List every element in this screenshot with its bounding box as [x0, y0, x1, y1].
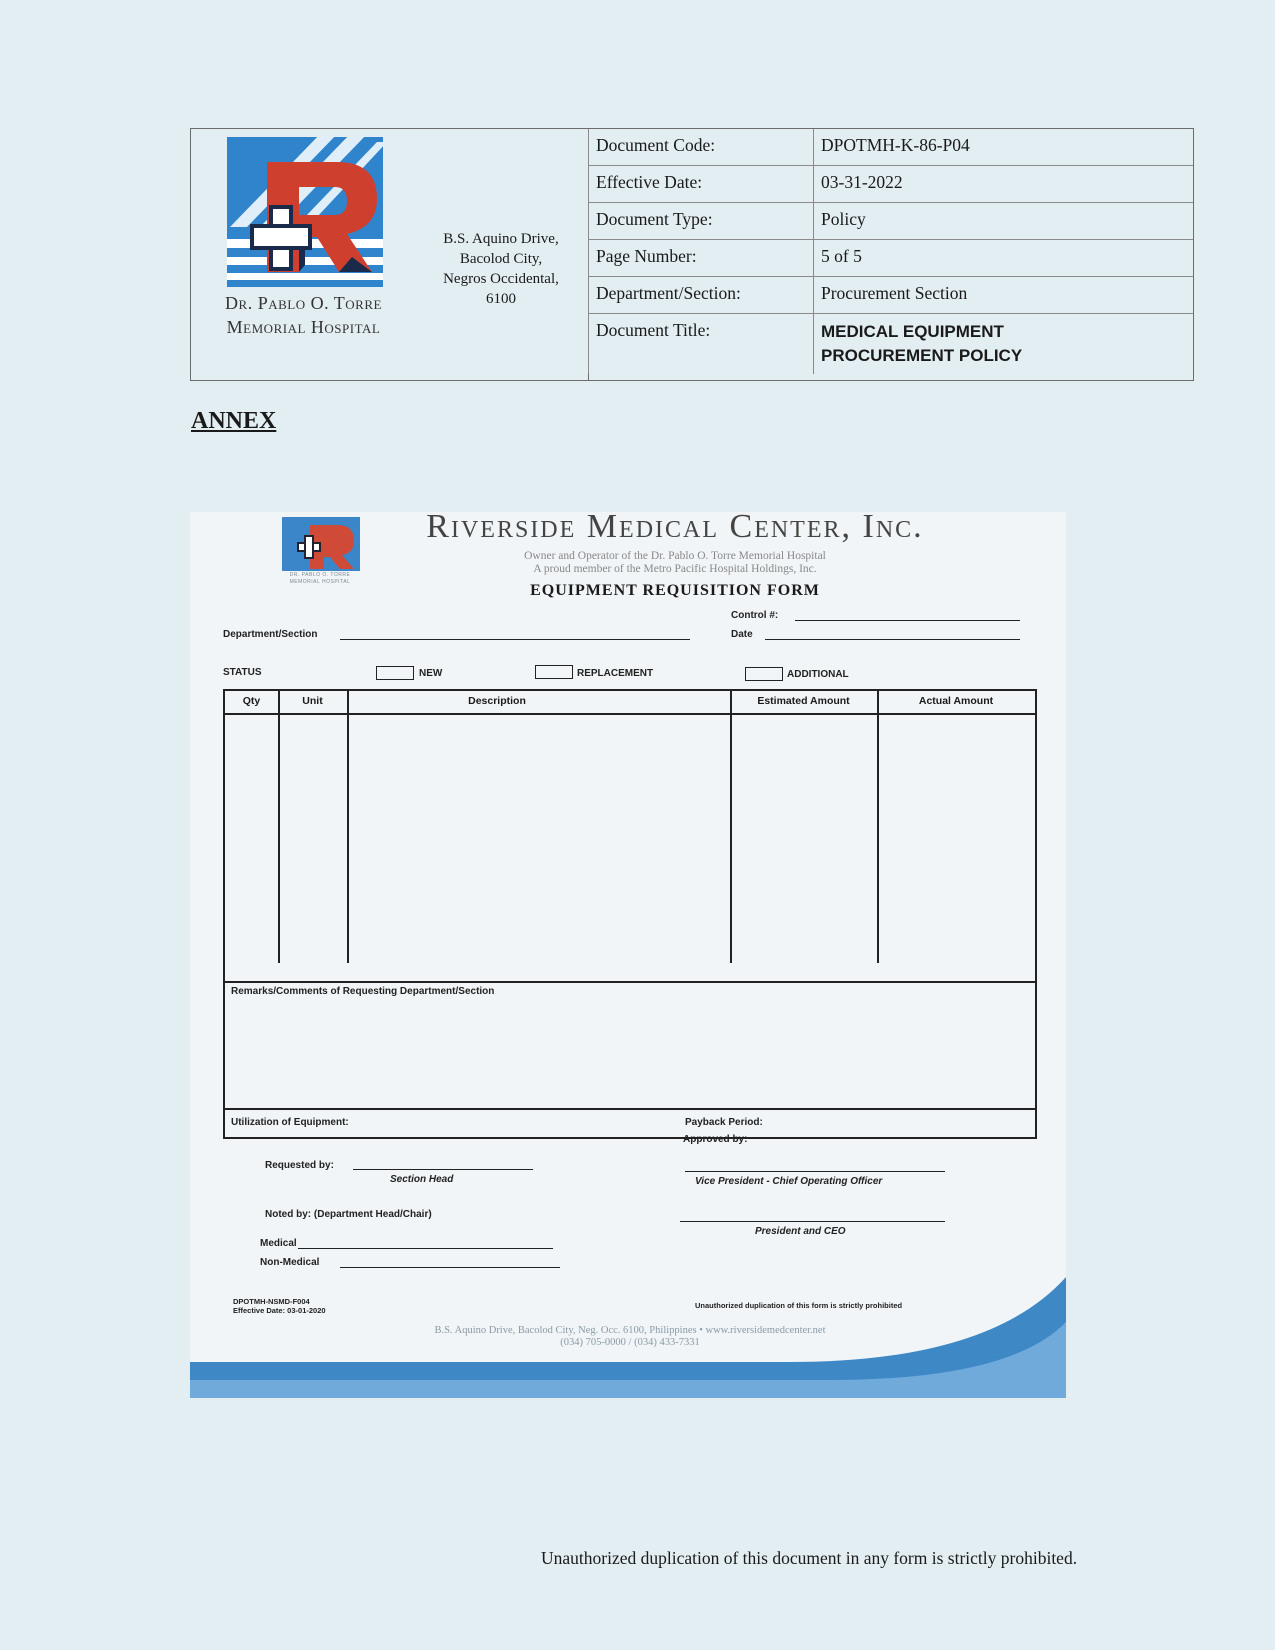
utilization-label: Utilization of Equipment: — [231, 1117, 349, 1128]
medical-label: Medical — [260, 1238, 297, 1249]
hospital-name-line2: Memorial Hospital — [226, 317, 381, 337]
document-meta-table — [588, 129, 1193, 374]
meta-value: DPOTMH-K-86-P04 — [814, 129, 1194, 166]
section-head-caption: Section Head — [390, 1174, 454, 1185]
company-subtitle-line1: Owner and Operator of the Dr. Pablo O. Torre Memorial Hospital — [524, 550, 826, 562]
non-medical-line — [340, 1267, 560, 1268]
department-label: Department/Section — [223, 629, 318, 640]
date-label: Date — [731, 629, 753, 640]
vp-caption: Vice President - Chief Operating Officer — [695, 1176, 883, 1187]
column-header-unit: Unit — [302, 695, 323, 707]
hospital-identity — [191, 129, 589, 380]
hospital-address — [421, 229, 581, 309]
status-additional-checkbox — [745, 667, 783, 681]
company-subtitle-line2: A proud member of the Metro Pacific Hospital Holdings, Inc. — [533, 563, 817, 575]
approved-by-label: Approved by: — [683, 1134, 748, 1145]
document-header — [190, 128, 1194, 381]
non-medical-label: Non-Medical — [260, 1257, 320, 1268]
meta-label: Page Number: — [589, 240, 814, 277]
column-divider — [730, 691, 732, 963]
document-title-line2: PROCUREMENT POLICY — [821, 346, 1023, 365]
vp-signature-line — [685, 1171, 945, 1172]
section-heading: ANNEX — [191, 408, 277, 434]
meta-label: Department/Section: — [589, 277, 814, 314]
company-name: Riverside Medical Center, Inc. — [426, 512, 924, 545]
document-title-line1: MEDICAL EQUIPMENT — [821, 322, 1004, 341]
medical-line — [298, 1248, 553, 1249]
address-line: 6100 — [486, 291, 516, 307]
president-signature-line — [680, 1221, 945, 1222]
meta-value: 03-31-2022 — [814, 166, 1194, 203]
status-label: STATUS — [223, 667, 262, 678]
form-footer-address: B.S. Aquino Drive, Bacolod City, Neg. Occ. 6100, Philippines • www.riversidemedcenter.net — [434, 1325, 826, 1336]
status-new-label: NEW — [419, 668, 443, 679]
column-divider — [347, 691, 349, 963]
department-line — [340, 639, 690, 640]
meta-row — [589, 240, 1194, 277]
meta-label: Document Type: — [589, 203, 814, 240]
meta-label: Document Code: — [589, 129, 814, 166]
column-divider — [877, 691, 879, 963]
status-replacement-checkbox — [535, 665, 573, 679]
noted-by-label: Noted by: (Department Head/Chair) — [265, 1209, 432, 1220]
form-logo-caption-line2: MEMORIAL HOSPITAL — [289, 579, 351, 585]
items-table — [223, 689, 1037, 1139]
utilization-divider — [223, 1108, 1037, 1110]
form-footer-wave — [190, 1272, 1066, 1398]
address-line: B.S. Aquino Drive, — [443, 231, 559, 247]
column-header-actual-amount: Actual Amount — [918, 695, 994, 707]
status-additional-label: ADDITIONAL — [787, 669, 849, 680]
meta-value: 5 of 5 — [814, 240, 1194, 277]
date-line — [765, 639, 1020, 640]
meta-row — [589, 129, 1194, 166]
form-logo-caption-line1: DR. PABLO O. TORRE — [289, 572, 351, 578]
hospital-name-line1: Dr. Pablo O. Torre — [225, 293, 382, 313]
column-header-estimated-amount: Estimated Amount — [757, 695, 850, 707]
meta-row — [589, 166, 1194, 203]
column-header-qty: Qty — [242, 695, 261, 707]
column-header-description: Description — [468, 695, 526, 707]
meta-label: Effective Date: — [589, 166, 814, 203]
hospital-logo — [227, 137, 383, 287]
form-effective-date: Effective Date: 03-01-2020 — [233, 1306, 326, 1315]
control-number-label: Control #: — [731, 610, 779, 621]
requisition-form-image — [190, 512, 1066, 1398]
footer-note: Unauthorized duplication of this document in any form is strictly prohibited. — [541, 1548, 1078, 1568]
form-title: EQUIPMENT REQUISITION FORM — [530, 582, 820, 599]
column-divider — [278, 691, 280, 963]
document-title — [814, 314, 1194, 375]
form-code: DPOTMH-NSMD-F004 — [233, 1297, 310, 1306]
meta-row — [589, 314, 1194, 375]
requested-by-line — [353, 1169, 533, 1170]
form-unauthorized-note: Unauthorized duplication of this form is strictly prohibited — [695, 1301, 903, 1310]
remarks-label: Remarks/Comments of Requesting Department/Section — [231, 986, 495, 997]
address-line: Bacolod City, — [459, 251, 543, 267]
payback-label: Payback Period: — [685, 1117, 763, 1128]
meta-row — [589, 203, 1194, 240]
requested-by-label: Requested by: — [265, 1160, 334, 1171]
status-new-checkbox — [376, 666, 414, 680]
meta-label: Document Title: — [589, 314, 814, 375]
form-footer-phone: (034) 705-0000 / (034) 433-7331 — [560, 1337, 700, 1348]
address-line: Negros Occidental, — [443, 271, 559, 287]
status-replacement-label: REPLACEMENT — [577, 668, 654, 679]
meta-value: Procurement Section — [814, 277, 1194, 314]
president-caption: President and CEO — [755, 1226, 846, 1237]
meta-row — [589, 277, 1194, 314]
control-number-line — [795, 620, 1020, 621]
meta-value: Policy — [814, 203, 1194, 240]
remarks-divider — [223, 981, 1037, 983]
